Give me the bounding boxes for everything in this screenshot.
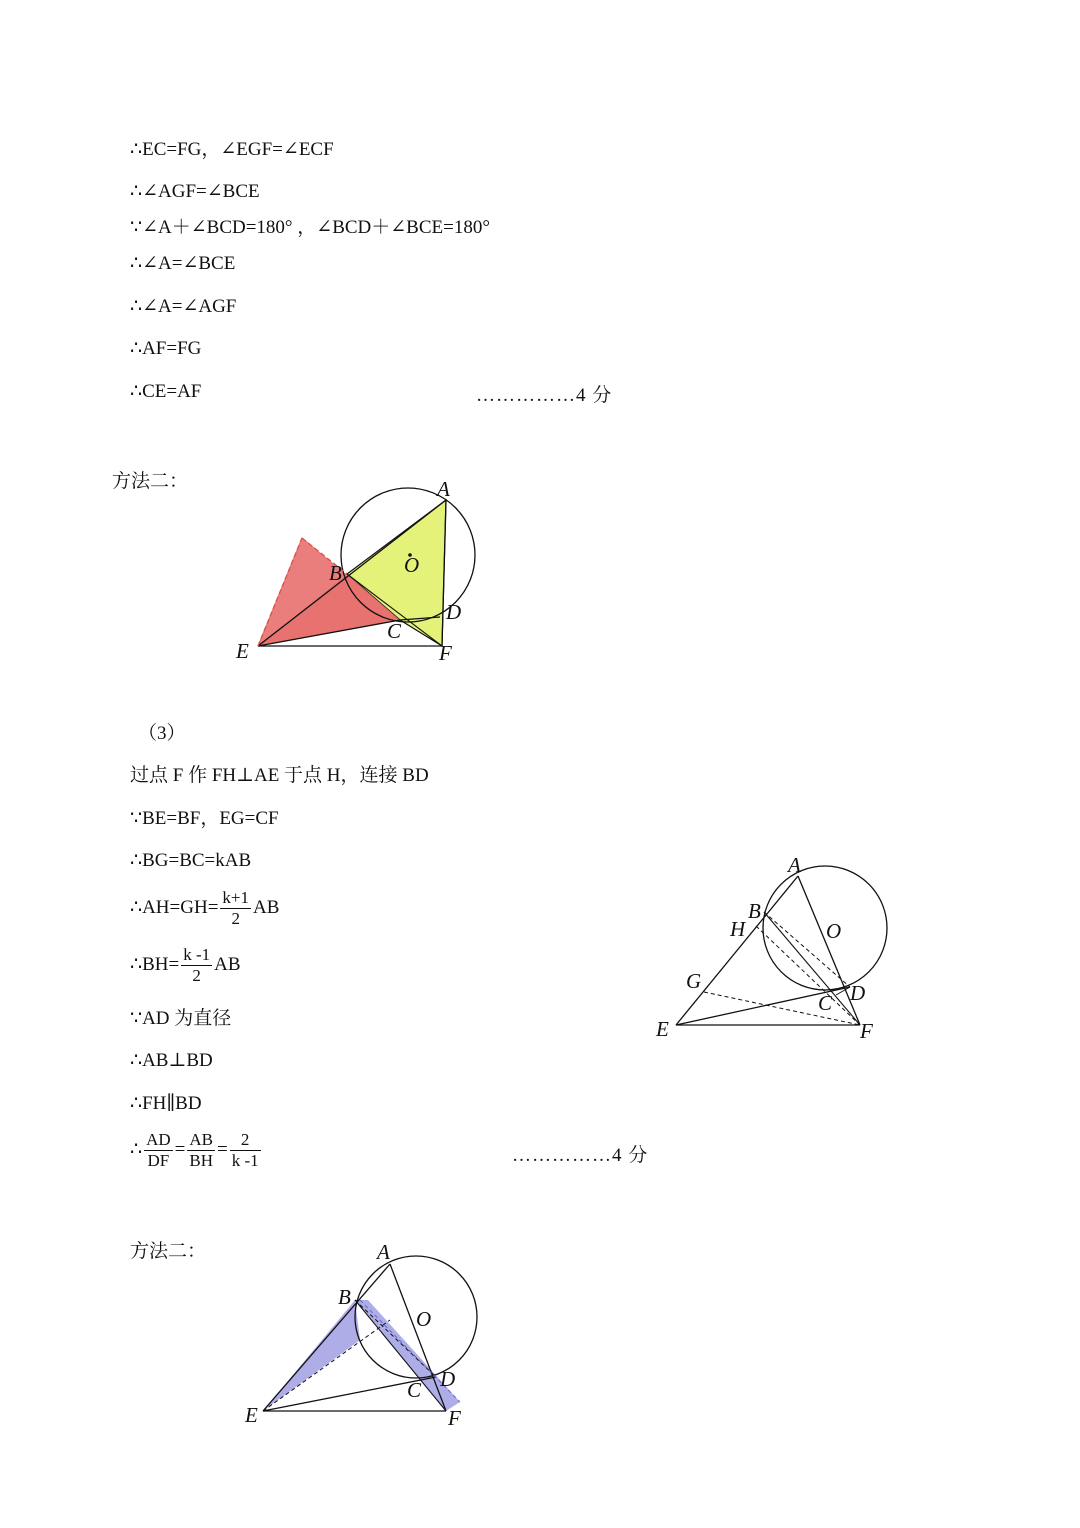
score-marker-2: ……………4 分 [512, 1145, 649, 1166]
ratio-eq-1: = [174, 1138, 186, 1160]
fig1-label-b: B [329, 561, 342, 585]
proof-line-5: ∴∠A=∠AGF [130, 296, 237, 317]
fig3-label-e: E [245, 1403, 258, 1427]
fig3-label-d: D [440, 1367, 456, 1391]
fig2-label-e: E [656, 1017, 669, 1041]
fig1-label-a: A [437, 477, 450, 501]
fig3-label-b: B [338, 1285, 351, 1309]
proof-line-6: ∴AF=FG [130, 338, 202, 359]
ratio-f3-num: 2 [230, 1130, 261, 1151]
part3-line-1: 过点 F 作 FH⊥AE 于点 H，连接 BD [130, 765, 429, 786]
ratio-eq-2: = [217, 1138, 228, 1160]
proof-line-3: ∵∠A＋∠BCD=180° ，∠BCD＋∠BCE=180° [130, 217, 490, 238]
proof-line-7: ∴CE=AF [130, 381, 202, 402]
ratio-f2-den: BH [189, 1151, 213, 1170]
fig2-label-o: O [826, 919, 842, 943]
part3-number: （3） [138, 723, 186, 744]
part3-line-3: ∴BG=BC=kAB [130, 850, 252, 871]
ratio-f2-num: AB [189, 1130, 213, 1149]
fig1-label-d: D [446, 600, 462, 624]
fig1-label-f: F [439, 641, 452, 665]
proof-line-2: ∴∠AGF=∠BCE [130, 181, 260, 202]
fig2-label-g: G [686, 969, 702, 993]
fig1-label-e: E [236, 639, 249, 663]
proof-line-1: ∴EC=FG，∠EGF=∠ECF [130, 139, 334, 160]
ratio-f1-den: DF [147, 1151, 170, 1170]
fig3-label-f: F [448, 1406, 461, 1430]
ah-fraction-denominator: 2 [231, 909, 240, 928]
ratio-f3-den: k -1 [231, 1151, 259, 1170]
ratio-prefix: ∴ [130, 1138, 143, 1160]
ah-suffix: AB [253, 896, 280, 918]
ah-fraction-numerator: k+1 [222, 888, 249, 907]
part3-line-6: ∴FH∥BD [130, 1093, 202, 1114]
ratio-f1-num: AD [146, 1130, 171, 1149]
bh-suffix: AB [214, 953, 241, 975]
fig2-label-f: F [860, 1019, 873, 1043]
fig2-label-d: D [850, 981, 866, 1005]
method-two-label-2: 方法二： [130, 1241, 207, 1262]
part3-line-4: ∵AD 为直径 [130, 1008, 232, 1029]
proof-line-4: ∴∠A=∠BCE [130, 253, 236, 274]
fig1-label-c: C [387, 619, 402, 643]
fig3-label-o: O [416, 1307, 432, 1331]
method-two-label-1: 方法二： [112, 471, 189, 492]
fig3-label-c: C [407, 1378, 422, 1402]
fig2-label-h: H [730, 917, 746, 941]
bh-prefix: ∴BH= [130, 953, 180, 975]
bh-fraction-denominator: 2 [192, 966, 201, 985]
bh-fraction-numerator: k -1 [183, 945, 211, 964]
fig2-label-c: C [818, 991, 833, 1015]
ah-prefix: ∴AH=GH= [130, 896, 219, 918]
score-marker-1: ……………4 分 [476, 385, 613, 406]
fig2-label-a: A [788, 853, 801, 877]
fig2-label-b: B [748, 899, 761, 923]
fig3-label-a: A [377, 1240, 390, 1264]
fig1-label-o: O [404, 553, 420, 577]
part3-line-2: ∵BE=BF，EG=CF [130, 808, 279, 829]
part3-line-5: ∴AB⊥BD [130, 1050, 213, 1071]
